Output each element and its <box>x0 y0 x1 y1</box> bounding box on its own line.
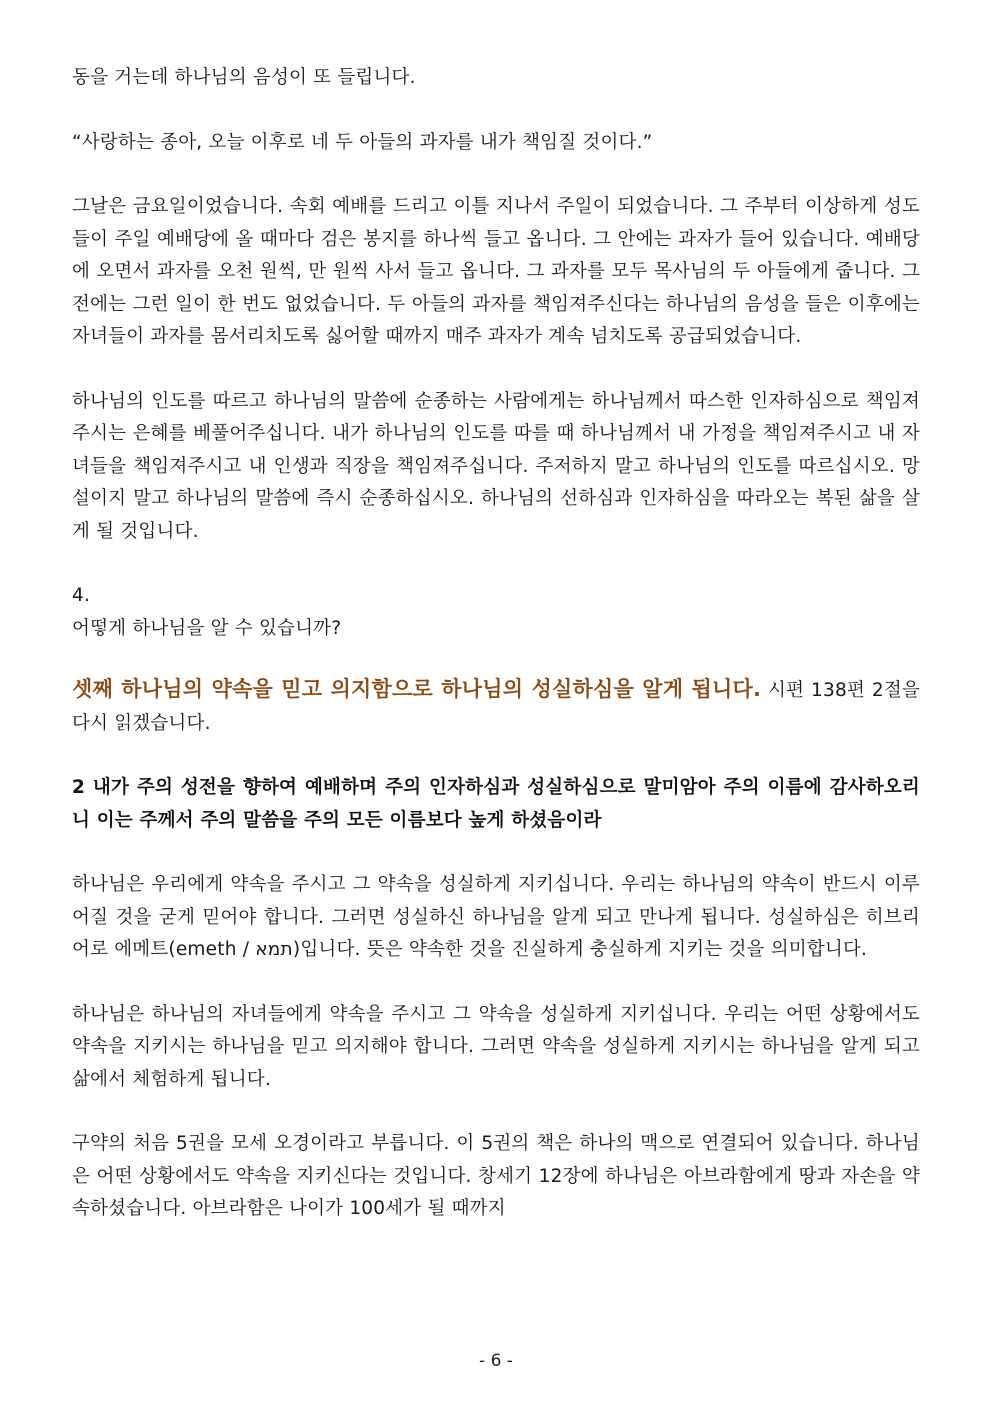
heading-bold: 셋째 하나님의 약속을 믿고 의지함으로 하나님의 성실하심을 알게 됩니다. <box>72 677 762 701</box>
heading-tail: 시편 138편 2절을 다시 읽겠습니다. <box>72 680 920 734</box>
scripture-verse: 2 내가 주의 성전을 향하여 예배하며 주의 인자하심과 성실하심으로 말미암아 주의 이름에 감사하오리니 이는 주께서 주의 말씀을 주의 모든 이름보다 높게 하셨음이라 <box>72 777 920 831</box>
paragraph: 구약의 처음 5권을 모세 오경이라고 부릅니다. 이 5권의 책은 하나의 맥으로 연결되어 있습니다. 하나님은 어떤 상황에서도 약속을 지키신다는 것입니다. 창세기 12장에 하나님은 아브라함에게 땅과 자손을 약속하셨습니다. 아브라함은 나이가 100세가 될 때까지 <box>72 1133 920 1219</box>
document-body <box>72 62 920 1226</box>
page-number: - 6 - <box>479 1351 513 1371</box>
paragraph: 하나님은 우리에게 약속을 주시고 그 약속을 성실하게 지키십니다. 우리는 하나님의 약속이 반드시 이루어질 것을 굳게 믿어야 합니다. 그러면 성실하신 하나님을 알게 되고 만나게 됩니다. 성실하심은 히브리어로 에메트(emeth / תמא)입니다. 뜻은 약속한 것을 진실하게 충실하게 지키는 것을 의미합니다. <box>72 874 920 960</box>
quote-line: “사랑하는 종아, 오늘 이후로 네 두 아들의 과자를 내가 책임질 것이다.” <box>72 131 653 153</box>
section-heading <box>72 673 920 740</box>
paragraph: 그날은 금요일이었습니다. 속회 예배를 드리고 이틀 지나서 주일이 되었습니다. 그 주부터 이상하게 성도들이 주일 예배당에 올 때마다 검은 봉지를 하나씩 들고 옵니다. 그 안에는 과자가 들어 있습니다. 예배당에 오면서 과자를 오천 원씩, 만 원씩 사서 들고 옵니다. 그 과자를 모두 목사님의 두 아들에게 줍니다. 그전에는 그런 일이 한 번도 없었습니다. 두 아들의 과자를 책임져주신다는 하나님의 음성을 들은 이후에는 자녀들이 과자를 몸서리치도록 싫어할 때까지 매주 과자가 계속 넘치도록 공급되었습니다. <box>72 196 920 347</box>
paragraph: 하나님의 인도를 따르고 하나님의 말씀에 순종하는 사람에게는 하나님께서 따스한 인자하심으로 책임져주시는 은혜를 베풀어주십니다. 내가 하나님의 인도를 따를 때 하나님께서 내 가정을 책임져주시고 내 자녀들을 책임져주시고 내 인생과 직장을 책임져주십니다. 주저하지 말고 하나님의 인도를 따르십시오. 망설이지 말고 하나님의 말씀에 즉시 순종하십시오. 하나님의 선하심과 인자하심을 따라오는 복된 삶을 살게 될 것입니다. <box>72 390 920 542</box>
section-number: 4. <box>72 585 91 606</box>
text-line: 동을 거는데 하나님의 음성이 또 들립니다. <box>72 67 416 88</box>
paragraph: 하나님은 하나님의 자녀들에게 약속을 주시고 그 약속을 성실하게 지키십니다. 우리는 어떤 상황에서도 약속을 지키시는 하나님을 믿고 의지해야 합니다. 그러면 약속을 성실하게 지키시는 하나님을 알게 되고 삶에서 체험하게 됩니다. <box>72 1003 920 1090</box>
section-question: 어떻게 하나님을 알 수 있습니까? <box>72 617 342 639</box>
